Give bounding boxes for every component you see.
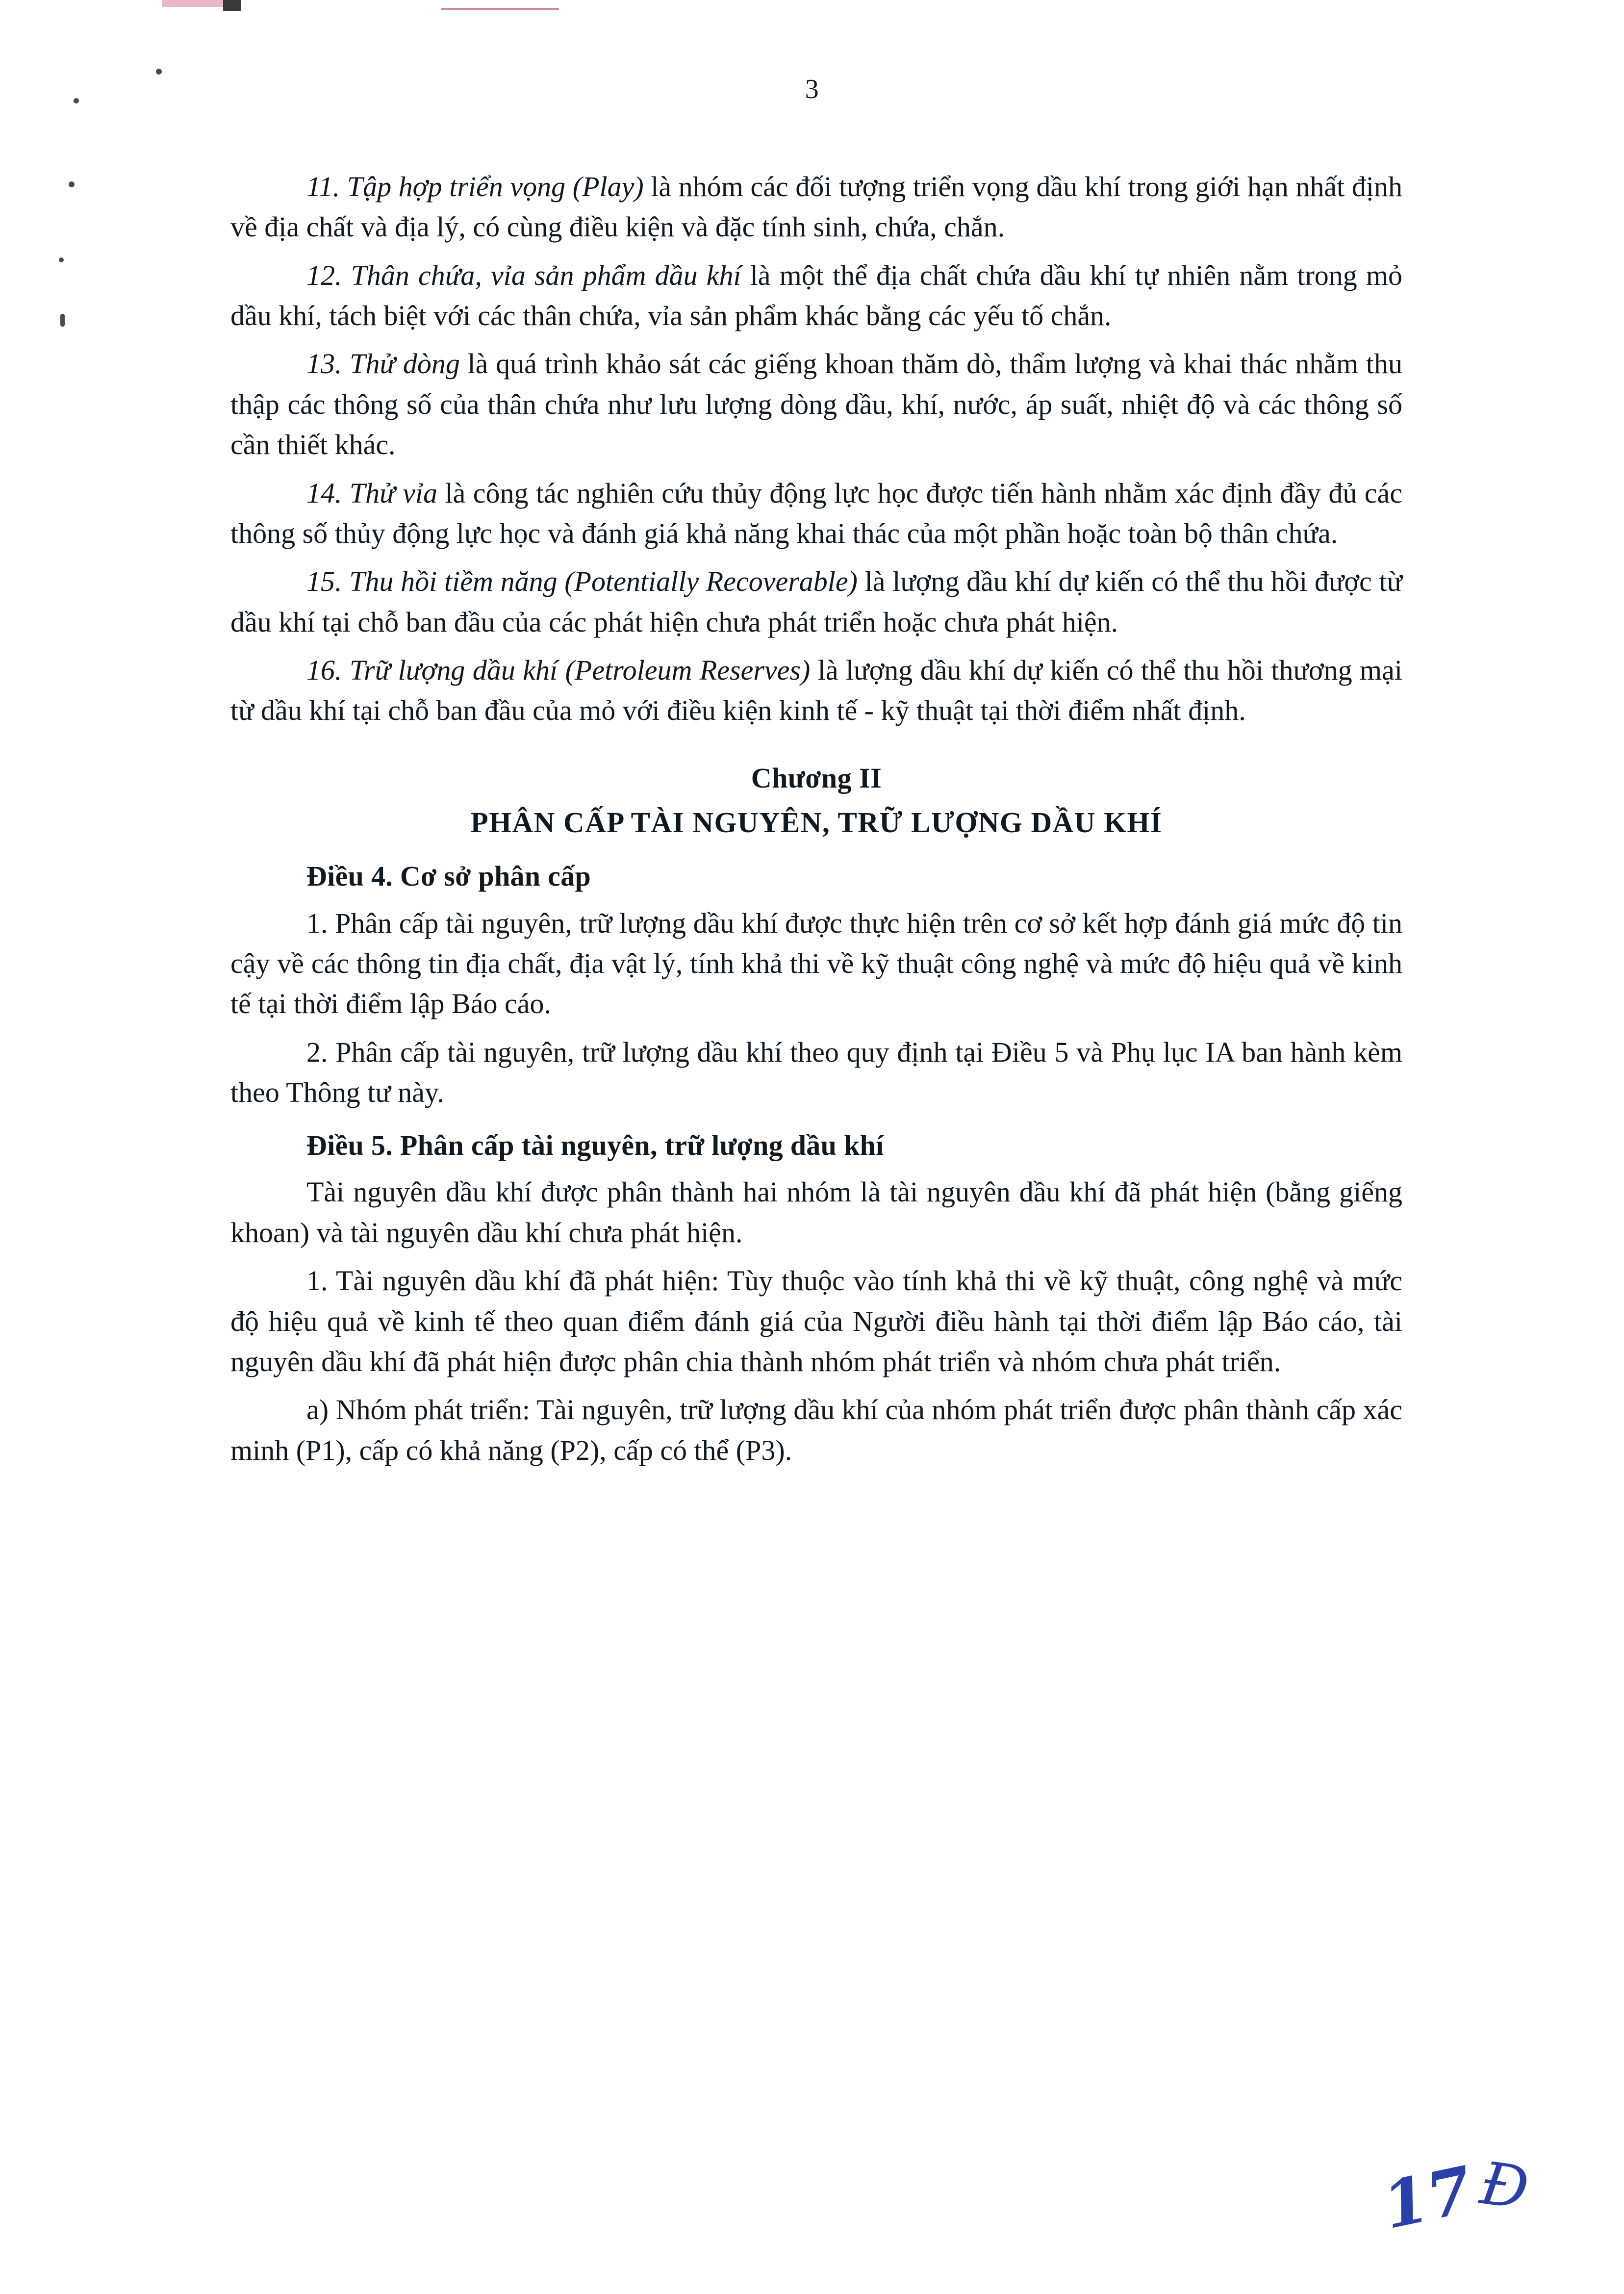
paragraph-item-12 [230,255,1402,336]
chapter-title: Chương II [751,762,882,794]
article-5-heading: Điều 5. Phân cấp tài nguyên, trữ lượng dầu khí [306,1129,884,1162]
term-label: 11. Tập hợp triển vọng (Play) [306,171,644,203]
paragraph-item-15 [230,561,1402,642]
paragraph-text: là công tác nghiên cứu thủy động lực học được tiến hành nhằm xác định đầy đủ các thông số thủy động lực học và đánh giá khả năng khai thác của một phần hoặc toàn bộ thân chứa. [230,477,1402,549]
paragraph-item-13 [230,344,1402,465]
term-label: 13. Thử dòng [306,348,460,380]
scan-speck [69,181,75,187]
page-number: 3 [805,74,819,104]
paragraph-article-4-1 [230,903,1402,1024]
paragraph-text: 2. Phân cấp tài nguyên, trữ lượng dầu khí theo quy định tại Điều 5 và Phụ lục IA ban hành kèm theo Thông tư này. [230,1036,1402,1108]
paragraph-text: a) Nhóm phát triển: Tài nguyên, trữ lượng dầu khí của nhóm phát triển được phân thành cấp xác minh (P1), cấp có khả năng (P2), cấp có thể (P3). [230,1394,1402,1466]
paragraph-article-5-1 [230,1261,1402,1382]
scan-artifact-dark [223,0,241,11]
paragraph-text: là lượng dầu khí dự kiến có thể thu hồi được từ dầu khí tại chỗ ban đầu của các phát hiện chưa phát triển hoặc chưa phát hiện. [230,565,1402,638]
term-label: 15. Thu hồi tiềm năng (Potentially Recoverable) [306,565,858,598]
paragraph-item-16 [230,650,1402,731]
paragraph-text: là lượng dầu khí dự kiến có thể thu hồi thương mại từ dầu khí tại chỗ ban đầu của mỏ với điều kiện kinh tế - kỹ thuật tại thời điểm nhất định. [230,654,1403,727]
signature-mark-2: Đ [1476,2149,1533,2224]
chapter-heading-block [230,758,1402,844]
term-label: 12. Thân chứa, vỉa sản phẩm dầu khí [306,259,741,291]
paragraph-text: 1. Phân cấp tài nguyên, trữ lượng dầu khí được thực hiện trên cơ sở kết hợp đánh giá mức độ tin cậy về các thông tin địa chất, địa vật lý, tính khả thi về kỹ thuật công nghệ và mức độ hiệu quả về kinh tế tại thời điểm lập Báo cáo. [230,907,1402,1020]
chapter-subtitle: PHÂN CẤP TÀI NGUYÊN, TRỮ LƯỢNG DẦU KHÍ [470,806,1163,839]
document-body [230,167,1402,1478]
scan-speck [60,314,65,327]
scan-artifact-pink [162,0,226,7]
paragraph-text: 1. Tài nguyên dầu khí đã phát hiện: Tùy thuộc vào tính khả thi về kỹ thuật, công nghệ và mức độ hiệu quả về kinh tế theo quan điểm đánh giá của Người điều hành tại thời điểm lập Báo cáo, tài nguyên dầu khí đã phát hiện được phân chia thành nhóm phát triển và nhóm chưa phát triển. [230,1265,1402,1377]
paragraph-item-11 [230,167,1402,248]
article-4-heading: Điều 4. Cơ sở phân cấp [306,860,591,892]
term-label: 16. Trữ lượng dầu khí (Petroleum Reserves) [306,654,811,686]
paragraph-article-5-a [230,1390,1402,1471]
paragraph-text: Tài nguyên dầu khí được phân thành hai nhóm là tài nguyên dầu khí đã phát hiện (bằng giếng khoan) và tài nguyên dầu khí chưa phát hiện. [230,1176,1402,1249]
paragraph-article-5-intro [230,1172,1402,1253]
paragraph-item-14 [230,473,1402,554]
paragraph-text: là quá trình khảo sát các giếng khoan thăm dò, thẩm lượng và khai thác nhằm thu thập các thông số của thân chứa như lưu lượng dòng dầu, khí, nước, áp suất, nhiệt độ và các thông số cần thiết khác. [230,348,1403,461]
paragraph-article-4-2 [230,1032,1402,1113]
paragraph-text: là một thể địa chất chứa dầu khí tự nhiên nằm trong mỏ dầu khí, tách biệt với các thân chứa, vỉa sản phẩm khác bằng các yếu tố chắn. [230,259,1402,332]
term-label: 14. Thử vỉa [306,477,438,509]
scan-artifact-line [441,8,559,10]
signature-mark-1: 17 [1376,2151,1479,2244]
paragraph-text: là nhóm các đối tượng triển vọng dầu khí trong giới hạn nhất định về địa chất và địa lý, có cùng điều kiện và đặc tính sinh, chứa, chắn. [230,171,1402,243]
scan-speck [59,257,64,262]
